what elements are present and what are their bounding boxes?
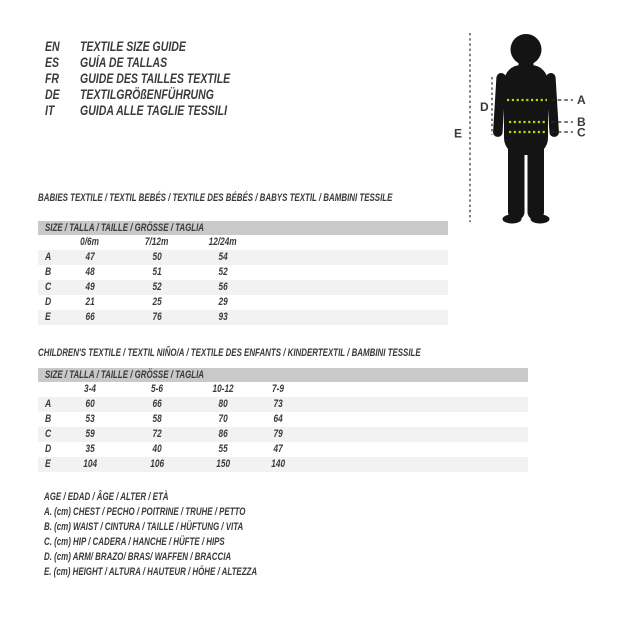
legend-hip-line: C. (cm) HIP / CADERA / HANCHE / HÜFTE / HIPS <box>44 536 225 548</box>
language-code: DE <box>45 87 60 102</box>
label-arm: D <box>480 100 489 114</box>
size-value: 52 <box>218 266 228 278</box>
column-header-row <box>38 235 448 250</box>
size-value: 58 <box>152 413 162 425</box>
column-header: 12/24m <box>209 236 237 248</box>
size-value: 66 <box>152 398 162 410</box>
size-value: 54 <box>218 251 228 263</box>
language-row <box>45 87 273 103</box>
row-letter: C <box>45 428 52 440</box>
language-row <box>45 39 273 55</box>
table-row <box>38 397 528 412</box>
size-value: 73 <box>273 398 283 410</box>
measurement-legend <box>44 490 340 580</box>
size-value: 59 <box>85 428 95 440</box>
size-header-bar: SIZE / TALLA / TAILLE / GRÖSSE / TAGLIA <box>38 368 528 382</box>
label-waist: B <box>577 115 586 129</box>
size-value: 76 <box>152 311 162 323</box>
language-list <box>45 39 273 119</box>
size-value: 53 <box>85 413 95 425</box>
row-letter: B <box>45 266 52 278</box>
language-code: ES <box>45 55 60 70</box>
size-value: 93 <box>218 311 228 323</box>
table-row <box>38 442 528 457</box>
size-value: 64 <box>273 413 283 425</box>
size-value: 55 <box>218 443 228 455</box>
size-value: 47 <box>273 443 283 455</box>
label-height: E <box>454 126 463 141</box>
table-row <box>38 457 528 472</box>
language-row <box>45 55 273 71</box>
column-header: 0/6m <box>80 236 100 248</box>
language-row <box>45 71 273 87</box>
table-row <box>38 427 528 442</box>
column-header: 5-6 <box>151 383 163 395</box>
size-value: 104 <box>83 458 97 470</box>
legend-chest-line: A. (cm) CHEST / PECHO / POITRINE / TRUHE / PETTO <box>44 506 246 518</box>
row-letter: D <box>45 443 52 455</box>
column-header: 3-4 <box>84 383 96 395</box>
column-header: 10-12 <box>212 383 234 395</box>
legend-height-line: E. (cm) HEIGHT / ALTURA / HAUTEUR / HÖHE / ALTEZZA <box>44 566 258 578</box>
children-section-title: CHILDREN'S TEXTILE / TEXTIL NIÑO/A / TEXTILE DES ENFANTS / KINDERTEXTIL / BAMBINI TESSILE <box>38 347 421 359</box>
table-row <box>38 250 448 265</box>
table-row <box>38 265 448 280</box>
table-row <box>38 280 448 295</box>
language-title: GUIDE DES TAILLES TEXTILE <box>80 71 231 86</box>
size-value: 79 <box>273 428 283 440</box>
row-letter: A <box>45 398 52 410</box>
legend-waist-line: B. (cm) WAIST / CINTURA / TAILLE / HÜFTUNG / VITA <box>44 521 244 533</box>
size-value: 80 <box>218 398 228 410</box>
row-letter: C <box>45 281 52 293</box>
size-value: 56 <box>218 281 228 293</box>
row-letter: B <box>45 413 52 425</box>
size-value: 51 <box>152 266 162 278</box>
size-value: 47 <box>85 251 95 263</box>
babies-section-title: BABIES TEXTILE / TEXTIL BEBÉS / TEXTILE DES BÉBÉS / BABYS TEXTIL / BAMBINI TESSILE <box>38 192 393 204</box>
babies-size-table <box>38 221 448 325</box>
language-title: GUÍA DE TALLAS <box>80 55 168 70</box>
size-value: 140 <box>271 458 285 470</box>
table-row <box>38 412 528 427</box>
size-value: 35 <box>85 443 95 455</box>
row-letter: A <box>45 251 52 263</box>
size-value: 48 <box>85 266 95 278</box>
size-value: 70 <box>218 413 228 425</box>
language-row <box>45 103 273 119</box>
column-header: 7/12m <box>145 236 169 248</box>
table-row <box>38 310 448 325</box>
size-value: 49 <box>85 281 95 293</box>
size-value: 29 <box>218 296 228 308</box>
size-value: 86 <box>218 428 228 440</box>
table-row <box>38 295 448 310</box>
row-letter: D <box>45 296 52 308</box>
size-value: 21 <box>85 296 95 308</box>
legend-age-line: AGE / EDAD / ÂGE / ALTER / ETÀ <box>44 491 169 503</box>
size-value: 40 <box>152 443 162 455</box>
language-code: EN <box>45 39 60 54</box>
label-hip: C <box>577 125 586 140</box>
size-value: 106 <box>150 458 164 470</box>
size-value: 66 <box>85 311 95 323</box>
size-value: 52 <box>152 281 162 293</box>
column-header-row <box>38 382 528 397</box>
language-title: TEXTILGRÖßENFÜHRUNG <box>80 87 214 102</box>
size-header-bar: SIZE / TALLA / TAILLE / GRÖSSE / TAGLIA <box>38 221 448 235</box>
size-value: 150 <box>216 458 230 470</box>
column-header: 7-9 <box>272 383 284 395</box>
size-value: 25 <box>152 296 162 308</box>
children-size-table <box>38 368 528 472</box>
language-code: FR <box>45 71 60 86</box>
size-value: 50 <box>152 251 162 263</box>
language-code: IT <box>45 103 55 118</box>
language-title: TEXTILE SIZE GUIDE <box>80 39 186 54</box>
size-value: 60 <box>85 398 95 410</box>
language-title: GUIDA ALLE TAGLIE TESSILI <box>80 103 228 118</box>
row-letter: E <box>45 458 51 470</box>
label-chest: A <box>577 93 586 107</box>
legend-arm-line: D. (cm) ARM/ BRAZO/ BRAS/ WAFFEN / BRACCIA <box>44 551 232 563</box>
size-value: 72 <box>152 428 162 440</box>
row-letter: E <box>45 311 51 323</box>
